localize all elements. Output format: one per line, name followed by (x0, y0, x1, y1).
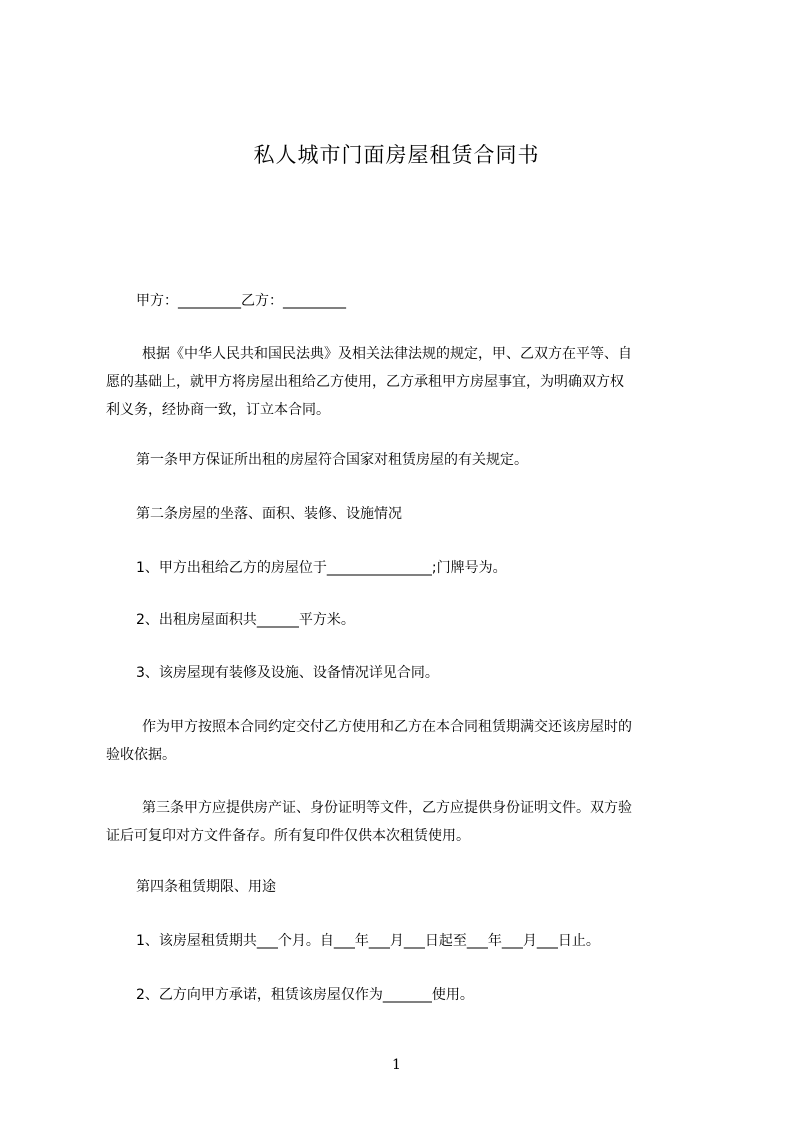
article-4-heading: 第四条租赁期限、用途 (136, 879, 276, 895)
parties-line: 甲方：_________乙方：_________ (136, 293, 346, 309)
article-4-item-2: 2、乙方向甲方承诺，租赁该房屋仅作为_______使用。 (136, 987, 474, 1003)
article-3-line-1: 第三条甲方应提供房产证、身份证明等文件，乙方应提供身份证明文件。双方验 (142, 800, 632, 816)
article-2-note-line-2: 验收依据。 (106, 747, 176, 763)
page-number: 1 (392, 1057, 401, 1073)
intro-paragraph (106, 340, 706, 424)
intro-line-2: 愿的基础上，就甲方将房屋出租给乙方使用，乙方承租甲方房屋事宜，为明确双方权 (106, 374, 624, 390)
article-2-heading: 第二条房屋的坐落、面积、装修、设施情况 (136, 506, 402, 522)
article-3 (106, 794, 706, 850)
article-2-note-line-1: 作为甲方按照本合同约定交付乙方使用和乙方在本合同租赁期满交还该房屋时的 (142, 719, 632, 735)
article-2-note (106, 713, 706, 769)
article-2-item-3: 3、该房屋现有装修及设施、设备情况详见合同。 (136, 665, 439, 681)
article-2-item-2: 2、出租房屋面积共______平方米。 (136, 612, 355, 628)
intro-line-1: 根据《中华人民共和国民法典》及相关法律法规的规定，甲、乙双方在平等、自 (142, 346, 632, 362)
document-title: 私人城市门面房屋租赁合同书 (253, 143, 540, 167)
intro-line-3: 利义务，经协商一致，订立本合同。 (106, 402, 330, 418)
article-4-item-1: 1、该房屋租赁期共___个月。自___年___月___日起至___年___月___日止。 (136, 933, 600, 949)
article-3-line-2: 证后可复印对方文件备存。所有复印件仅供本次租赁使用。 (106, 828, 470, 844)
article-1: 第一条甲方保证所出租的房屋符合国家对租赁房屋的有关规定。 (136, 452, 528, 468)
article-2-item-1: 1、甲方出租给乙方的房屋位于_______________;门牌号为。 (136, 560, 507, 576)
